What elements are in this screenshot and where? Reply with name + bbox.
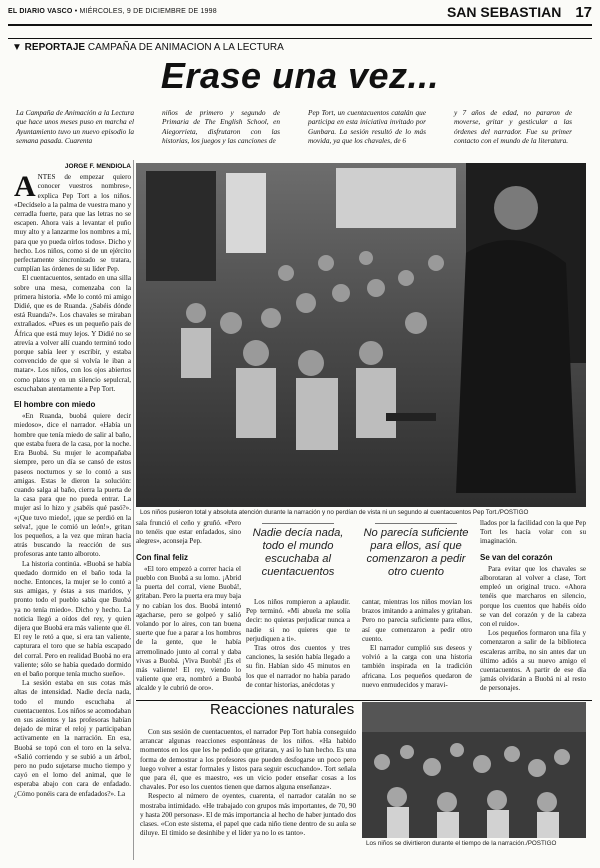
paragraph: «En Ruanda, buobá quiere decir miedoso», dice el narrador. «Había un hombre que tenía miedo de salir al baño, que estaba fuera de la casa, por la noche. Era Buobá. Su mujer le acompañaba siempre, pero un día se cansó de estos paseos nocturnos y se lo contó a sus amigas. Estas le dieron la solución: cuando salga al baño, cierra la puerta de la casa para que no pueda entrar. La mujer así lo hizo y ¿sabéis qué pasó?». «¡Que tuvo miedo!, ¡que se perdió en la selva!, ¡que le comió un león!», gritan los pequeños, a la vez que miran hacia atrás buscando la reacción de sus profesoras ante tanto alboroto. [14, 412, 131, 559]
children-photo-image [362, 702, 586, 838]
paragraph: Tras otros dos cuentos y tres canciones, la sesión había llegado a su fin. Habían sido 45 minutos en los que el narrador no había parado de contar historias, anécdotas y [246, 644, 350, 689]
paragraph: ANTES de empezar quiero conocer vuestros nombres», explica Pep Tort a los niños. «Decídselo a la palma de vuestra mano y cerradla fuerte, para que las letras no se escapen. Ahora vais a levantar el puño muy alto y a lanzarme los nombres a mí, para que yo pueda oírlos todos». Dicho y hecho. Los niños, como si de un ejército perfectamente sincronizado se tratara, cumplían las órdenes de su líder Pep. [14, 170, 131, 274]
paragraph: La historia continúa. «Buobá se había quedado dormido en el baño toda la noche. Entonces, la mujer se lo contó a sus amigas, y éstas a sus maridos, y pronto todo el pueblo sabía que Buobá ya no tenía miedo». Dicho y hecho. La noticia llegó a oídos del rey, y quien dijera que Buobá era más valiente que él. El rey le retó a que, si era tan valiente, capturara el toro que se había escapado del corral. Pero en realidad Buobá no era valiente; sólo se había quedado dormido en el baño porque tenía mucho sueño». [14, 559, 131, 678]
paragraph: La sesión estaba en sus cotas más altas de intensidad. Nadie decía nada, todo el mundo escuchaba al cuentacuentos. Los niños se acomodaban en sus asientos y las profesoras habían dejado de mirar el reloj y participaban activamente en la narración. En esa, Buobá se topó con el toro en la selva. «Salió corriendo y se subió a un árbol, pero no pudo sujetarse mucho tiempo y cayó en el lomo del animal, que le esperaba abajo con cara de enfadado. ¿Cómo ponéis cara de enfadados?». La [14, 679, 131, 798]
article-column-5 [480, 519, 586, 699]
rubric [12, 42, 284, 53]
sidebar-text [140, 728, 356, 862]
small-photo-caption: Los niños se divirtieron durante el tiempo de la narración./POSTIGO [366, 840, 557, 847]
masthead-dateline [8, 8, 217, 15]
paragraph: Para evitar que los chavales se alborotaran al volver a clase, Tort empleó un original truco. «Ahora tenéis que marcharos en silencio, porque los cuentos que habéis oído se van del corazón y de la cabeza con el ruido». [480, 564, 586, 629]
classroom-photo-image [136, 163, 586, 507]
rubric-rule [8, 38, 592, 39]
page-section [447, 4, 592, 21]
paragraph: «El toro empezó a correr hacia el pueblo con Buobá a su lomo. ¡Abrid la puerta del corral, viene Buobá!, gritaban. Pero la puerta era muy baja y no cabían los dos. Buobá intentó agacharse, pero se golpeó y salió volando por lo aires, con tan buena suerte que fue a parar a los hombros de la gente, que le había arremolinado junto al corral y daba vivas a Buobá. ¡Viva Buobá! ¡Es el más valiente! El rey, viendo lo valiente que era, nombró a Buobá alcalde y le cubrió de oro». [136, 564, 241, 693]
article-column-4 [362, 598, 472, 698]
main-photo [136, 163, 586, 507]
pull-quote-1: Nadie decía nada, todo el mundo escuchaba al cuentacuentos [246, 523, 350, 579]
rubric-topic: CAMPAÑA DE ANIMACION A LA LECTURA [85, 42, 284, 53]
lead-col-2: niños de primero y segundo de Primaria de The English School, en Aiegorrieta, disfrutaron con las historias, los juegos y las canciones de [162, 108, 280, 146]
paragraph: sala frunció el ceño y gruñó. «Pero no tenéis que estar enfadados, sino alegres», aconseja Pep. [136, 519, 241, 546]
dateline: • MIÉRCOLES, 9 DE DICIEMBRE DE 1998 [72, 8, 217, 15]
column-divider [133, 160, 134, 860]
sidebar-rule [136, 700, 592, 701]
lead-col-1: La Campaña de Animación a la Lectura que hace unos meses puso en marcha el Ayuntamiento tuvo un nuevo episodio la semana pasada. Cuarenta [16, 108, 134, 146]
paragraph: Respecto al número de oyentes, cuarenta, el narrador catalán no se mostraba intimidado. «He trabajado con grupos más importantes, de 70, 90 y hasta 200 personas». El de más importancia al hecho de haber juntado dos clases. «Con este sistema, el papel que cada niño tiene dentro de su aula se diluye. El tímido se desinhibe y el líder ya no lo es tanto». [140, 792, 356, 838]
section-name: SAN SEBASTIAN [446, 4, 562, 20]
paragraph: Los niños rompieron a aplaudir. Pep terminó. «Mi abuela me solía decir: no quieras perjudicar nunca a nadie si no quieres que te perjudiquen a ti». [246, 598, 350, 643]
paragraph: El narrador cumplió sus deseos y volvió a la carga con una historia también inspirada en la tradición africana. Los pequeños quedaron de nuevo enmudecidos y maravi- [362, 644, 472, 689]
drop-cap: A [14, 170, 36, 204]
article-column-1 [14, 162, 131, 862]
lead-col-4: y 7 años de edad, no pararon de moverse, gritar y gesticular a las órdenes del narrador. Fue su primer contacto con el mundo de la literatura. [454, 108, 572, 146]
pull-quote-2: No parecía suficiente para ellos, así que comenzaron a pedir otro cuento [358, 523, 474, 579]
article-column-3 [246, 598, 350, 698]
rubric-label: ▼ REPORTAJE [12, 42, 86, 53]
header-rule [8, 24, 592, 26]
subheading: Se van del corazón [480, 552, 553, 562]
byline: JORGE F. MENDIOLA [64, 163, 131, 170]
article-column-2 [136, 519, 241, 699]
small-photo [362, 702, 586, 838]
paragraph: llados por la facilidad con la que Pep Tort les hacía volar con su imaginación. [480, 519, 586, 546]
subheading: Con final feliz [136, 552, 188, 562]
paragraph: Con sus sesión de cuentacuentos, el narrador Pep Tort había conseguido arrancar algunas reacciones espontáneas de los niños. «Ha habido momentos en los que les he pedido que gritaran, y así lo han hecho. Es una forma de demostrar a los profesores que pueden desfogarse un poco pero luego volver a estar formales y listos para seguir escuchando». Tort señala que para él, que es maestro, «es un vicio poder enseñar cosas a los chavales. Por eso los cuentos tienen que darnos alguna enseñanza». [140, 728, 356, 792]
main-photo-caption: Los niños pusieron total y absoluta atención durante la narración y no perdían de vista ni un segundo al cuentacuentos Pep Tort./POSTIGO [140, 509, 529, 516]
paragraph: Los pequeños formaron una fila y comenzaron a salir de la biblioteca escaleras arriba, no sin antes dar un último adiós a su nuevo amigo el cuentacuentos. A partir de ese día jamás olvidarán a Buobá ni al resto de personajes. [480, 629, 586, 693]
paragraph: El cuentacuentos, sentado en una silla sobre una mesa, comenzaba con la primera historia. «Me lo contó mi amigo Didié, que es de Ruanda. ¿Sabéis dónde está Ruanda?». Los chavales se miraban extrañados. «Pues es un pequeño país de África que está muy lejos. Y Didié no se atrevía a volver allí cuando terminó todo porque sabía leer y escribir, y estaba convencido de que si volvía le iban a matar». Los niños, con los ojos abiertos como platos y en un silencio sepulcral, escuchaban atentamente a Pep Tort. [14, 274, 131, 393]
page-number: 17 [575, 4, 592, 21]
lead-col-3: Pep Tort, un cuentacuentos catalán que participa en esta iniciativa invitado por Gunbara. La sesión resultó de lo más movida, ya que los chavales, de 6 [308, 108, 426, 146]
sidebar-title: Reacciones naturales [210, 701, 355, 718]
masthead: EL DIARIO VASCO [8, 8, 73, 15]
subheading: El hombre con miedo [14, 400, 96, 410]
headline: Erase una vez... [160, 55, 440, 96]
paragraph: cantar, mientras los niños movían los brazos imitando a animales y gritaban. Pero no parecía suficiente para ellos, así que comenzaron a pedir otro cuento. [362, 598, 472, 643]
